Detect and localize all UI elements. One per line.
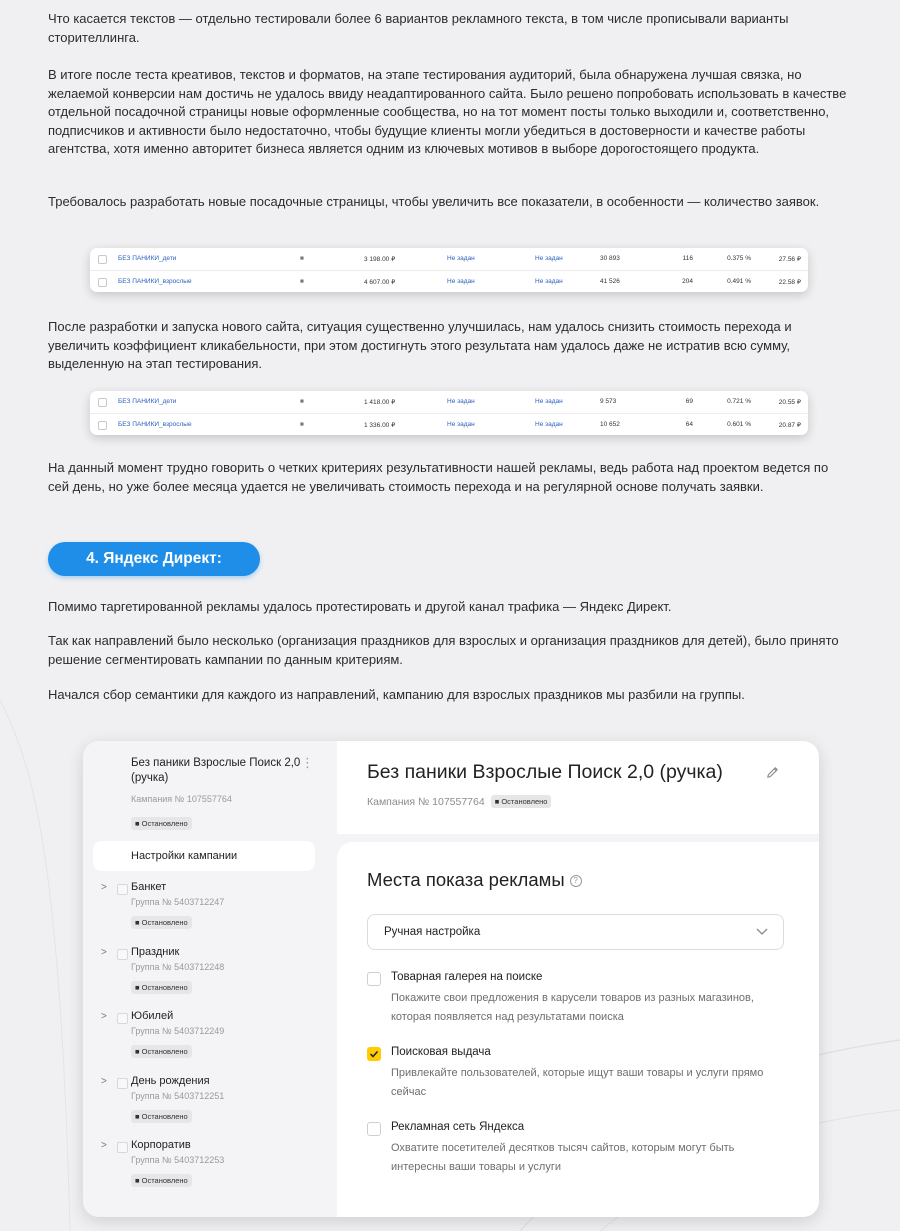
not-set-link[interactable]: Не задан bbox=[535, 255, 563, 262]
impressions-cell: 10 652 bbox=[600, 421, 620, 428]
ctr-cell: 0.375 % bbox=[727, 255, 751, 262]
campaign-name-link[interactable]: БЕЗ ПАНИКИ_взрослые bbox=[118, 278, 192, 285]
table-row bbox=[90, 248, 808, 270]
group-number: Группа № 5403712251 bbox=[131, 1091, 225, 1101]
cpc-cell: 27.56 ₽ bbox=[778, 256, 801, 263]
option-description: Охватите посетителей десятков тысяч сайтов, которым могут быть интересны ваши товары и услуги bbox=[391, 1142, 735, 1173]
paragraph-after-site: После разработки и запуска нового сайта, ситуация существенно улучшилась, нам удалось снизить стоимость перехода и увеличить коэффициент кликабельности, при этом достигнуть этого результата нам удалось даже не истратив всю сумму, выделенную на этап тестирования. bbox=[48, 319, 792, 372]
group-checkbox[interactable] bbox=[117, 949, 128, 960]
placements-title: Места показа рекламы ? bbox=[367, 869, 582, 891]
status-badge: ■ Остановлено bbox=[491, 795, 552, 808]
group-name: Корпоратив bbox=[131, 1139, 191, 1151]
sidebar-group-item[interactable] bbox=[83, 1010, 337, 1072]
stats-table-before bbox=[90, 248, 808, 292]
campaign-number: Кампания № 107557764 bbox=[367, 796, 485, 808]
paragraph-direct-intro: Помимо таргетированной рекламы удалось протестировать и другой канал трафика — Яндекс Директ. bbox=[48, 599, 672, 614]
more-vert-icon[interactable]: ⋮ bbox=[301, 755, 314, 770]
status-badge: ■ Остановлено bbox=[131, 1041, 192, 1059]
stop-icon: ■ bbox=[135, 1176, 142, 1185]
group-number: Группа № 5403712248 bbox=[131, 962, 225, 972]
sidebar-item-campaign-settings[interactable]: Настройки кампании bbox=[93, 841, 315, 871]
budget-cell: 1 418.00 ₽ bbox=[364, 399, 396, 406]
not-set-link[interactable]: Не задан bbox=[535, 398, 563, 405]
campaign-subtitle bbox=[367, 795, 551, 808]
table-row bbox=[90, 413, 808, 436]
stop-icon: ■ bbox=[494, 797, 502, 806]
option-description: Покажите свои предложения в карусели товаров из разных магазинов, которая появляется над результатами поиска bbox=[391, 992, 754, 1023]
option-title: Рекламная сеть Яндекса bbox=[391, 1121, 525, 1133]
not-set-link[interactable]: Не задан bbox=[447, 421, 475, 428]
cpc-cell: 20.87 ₽ bbox=[778, 422, 801, 429]
campaign-title: Без паники Взрослые Поиск 2,0 (ручка) bbox=[367, 761, 723, 783]
pencil-icon[interactable] bbox=[765, 765, 780, 780]
chevron-right-icon[interactable]: > bbox=[101, 1076, 107, 1087]
budget-cell: 1 336.00 ₽ bbox=[364, 422, 396, 429]
status-badge: ■ Остановлено bbox=[131, 977, 192, 995]
row-checkbox[interactable] bbox=[98, 421, 107, 430]
placement-mode-select[interactable] bbox=[367, 914, 784, 950]
option-title: Товарная галерея на поиске bbox=[391, 971, 543, 983]
chevron-right-icon[interactable]: > bbox=[101, 882, 107, 893]
paragraph-current-state: На данный момент трудно говорить о четких критериях результативности нашей рекламы, ведь работа над проектом ведется по сей день, но уже более месяца удается не увеличивать стоимость перехода и на регулярной основе получать заявки. bbox=[48, 460, 829, 494]
chevron-right-icon[interactable]: > bbox=[101, 947, 107, 958]
select-value: Ручная настройка bbox=[384, 926, 481, 938]
sidebar-group-item[interactable] bbox=[83, 881, 337, 943]
status-mark: ■ bbox=[300, 278, 304, 285]
status-badge: ■ Остановлено bbox=[131, 1106, 192, 1124]
placements-panel bbox=[337, 842, 819, 1217]
group-name: Праздник bbox=[131, 946, 180, 958]
option-checkbox[interactable] bbox=[367, 1122, 381, 1136]
stop-icon: ■ bbox=[135, 1112, 142, 1121]
group-name: Юбилей bbox=[131, 1010, 174, 1022]
clicks-cell: 116 bbox=[682, 255, 693, 262]
table-row bbox=[90, 270, 808, 293]
stop-icon: ■ bbox=[135, 819, 142, 828]
cpc-cell: 20.55 ₽ bbox=[778, 399, 801, 406]
clicks-cell: 204 bbox=[682, 278, 693, 285]
row-checkbox[interactable] bbox=[98, 278, 107, 287]
stop-icon: ■ bbox=[135, 983, 142, 992]
campaign-name-link[interactable]: БЕЗ ПАНИКИ_дети bbox=[118, 398, 177, 405]
chevron-right-icon[interactable]: > bbox=[101, 1011, 107, 1022]
sidebar-group-item[interactable] bbox=[83, 946, 337, 1008]
impressions-cell: 30 893 bbox=[600, 255, 620, 262]
cpc-cell: 22.58 ₽ bbox=[778, 279, 801, 286]
help-icon[interactable]: ? bbox=[570, 875, 582, 887]
group-checkbox[interactable] bbox=[117, 884, 128, 895]
status-badge: ■ Остановлено bbox=[131, 813, 192, 831]
paragraph-results: В итоге после теста креативов, текстов и форматов, на этапе тестирования аудиторий, была обнаружена лучшая связка, но желаемой конверсии нам достичь не удалось ввиду неадаптированного сайта. Было решено попробовать использовать в качестве отдельной посадочной страницы новые оформленные сообщества, но на тот момент посты только выходили и, соответственно, подписчиков и активности было недостаточно, чтобы будущие клиенты могли убедиться в достоверности и качестве работы агентства, хотя именно авторитет бизнеса является одним из ключевых мотивов в выборе дорогостоящего продукта. bbox=[48, 67, 847, 157]
status-mark: ■ bbox=[300, 421, 304, 428]
paragraph-segmentation: Так как направлений было несколько (организация праздников для взрослых и организация праздников для детей), было принято решение сегментировать кампании по данным критериям. bbox=[48, 633, 839, 667]
group-checkbox[interactable] bbox=[117, 1078, 128, 1089]
campaign-header bbox=[337, 741, 819, 834]
sidebar-group-item[interactable] bbox=[83, 1075, 337, 1137]
table-row bbox=[90, 391, 808, 413]
status-mark: ■ bbox=[300, 398, 304, 405]
campaign-name-link[interactable]: БЕЗ ПАНИКИ_взрослые bbox=[118, 421, 192, 428]
status-badge: ■ Остановлено bbox=[131, 912, 192, 930]
campaign-name-link[interactable]: БЕЗ ПАНИКИ_дети bbox=[118, 255, 177, 262]
budget-cell: 3 198.00 ₽ bbox=[364, 256, 396, 263]
group-checkbox[interactable] bbox=[117, 1013, 128, 1024]
paragraph-texts: Что касается текстов — отдельно тестировали более 6 вариантов рекламного текста, в том числе прописывали варианты сторителлинга. bbox=[48, 11, 789, 45]
not-set-link[interactable]: Не задан bbox=[447, 255, 475, 262]
not-set-link[interactable]: Не задан bbox=[447, 398, 475, 405]
paragraph-landing: Требовалось разработать новые посадочные страницы, чтобы увеличить все показатели, в особенности — количество заявок. bbox=[48, 194, 820, 209]
clicks-cell: 64 bbox=[685, 421, 693, 428]
group-checkbox[interactable] bbox=[117, 1142, 128, 1153]
option-title: Поисковая выдача bbox=[391, 1046, 491, 1058]
group-number: Группа № 5403712249 bbox=[131, 1026, 225, 1036]
stop-icon: ■ bbox=[135, 1047, 142, 1056]
row-checkbox[interactable] bbox=[98, 255, 107, 264]
impressions-cell: 9 573 bbox=[600, 398, 617, 405]
option-checkbox[interactable] bbox=[367, 972, 381, 986]
clicks-cell: 69 bbox=[685, 398, 693, 405]
sidebar-campaign-title[interactable]: Без паники Взрослые Поиск 2,0 (ручка) bbox=[131, 757, 301, 784]
row-checkbox[interactable] bbox=[98, 398, 107, 407]
chevron-right-icon[interactable]: > bbox=[101, 1140, 107, 1151]
budget-cell: 4 607.00 ₽ bbox=[364, 279, 396, 286]
direct-campaign-screenshot bbox=[83, 741, 819, 1217]
stats-table-after bbox=[90, 391, 808, 435]
option-description: Привлекайте пользователей, которые ищут ваши товары и услуги прямо сейчас bbox=[391, 1067, 764, 1098]
ctr-cell: 0.721 % bbox=[727, 398, 751, 405]
chevron-down-icon bbox=[755, 915, 769, 949]
check-icon bbox=[369, 1049, 379, 1059]
impressions-cell: 41 526 bbox=[600, 278, 620, 285]
not-set-link[interactable]: Не задан bbox=[535, 421, 563, 428]
ctr-cell: 0.491 % bbox=[727, 278, 751, 285]
sidebar-campaign-number: Кампания № 107557764 bbox=[131, 794, 232, 804]
group-name: Банкет bbox=[131, 881, 167, 893]
stop-icon: ■ bbox=[135, 918, 142, 927]
group-name: День рождения bbox=[131, 1075, 210, 1087]
campaign-sidebar bbox=[83, 741, 337, 1217]
ctr-cell: 0.601 % bbox=[727, 421, 751, 428]
not-set-link[interactable]: Не задан bbox=[447, 278, 475, 285]
status-mark: ■ bbox=[300, 255, 304, 262]
option-checkbox[interactable] bbox=[367, 1047, 381, 1061]
not-set-link[interactable]: Не задан bbox=[535, 278, 563, 285]
status-badge: ■ Остановлено bbox=[131, 1170, 192, 1188]
group-number: Группа № 5403712253 bbox=[131, 1155, 225, 1165]
group-number: Группа № 5403712247 bbox=[131, 897, 225, 907]
sidebar-group-item[interactable] bbox=[83, 1139, 337, 1201]
paragraph-semantics: Начался сбор семантики для каждого из направлений, кампанию для взрослых праздников мы разбили на группы. bbox=[48, 687, 745, 702]
section-heading-yandex-direct: 4. Яндекс Директ: bbox=[48, 542, 260, 576]
